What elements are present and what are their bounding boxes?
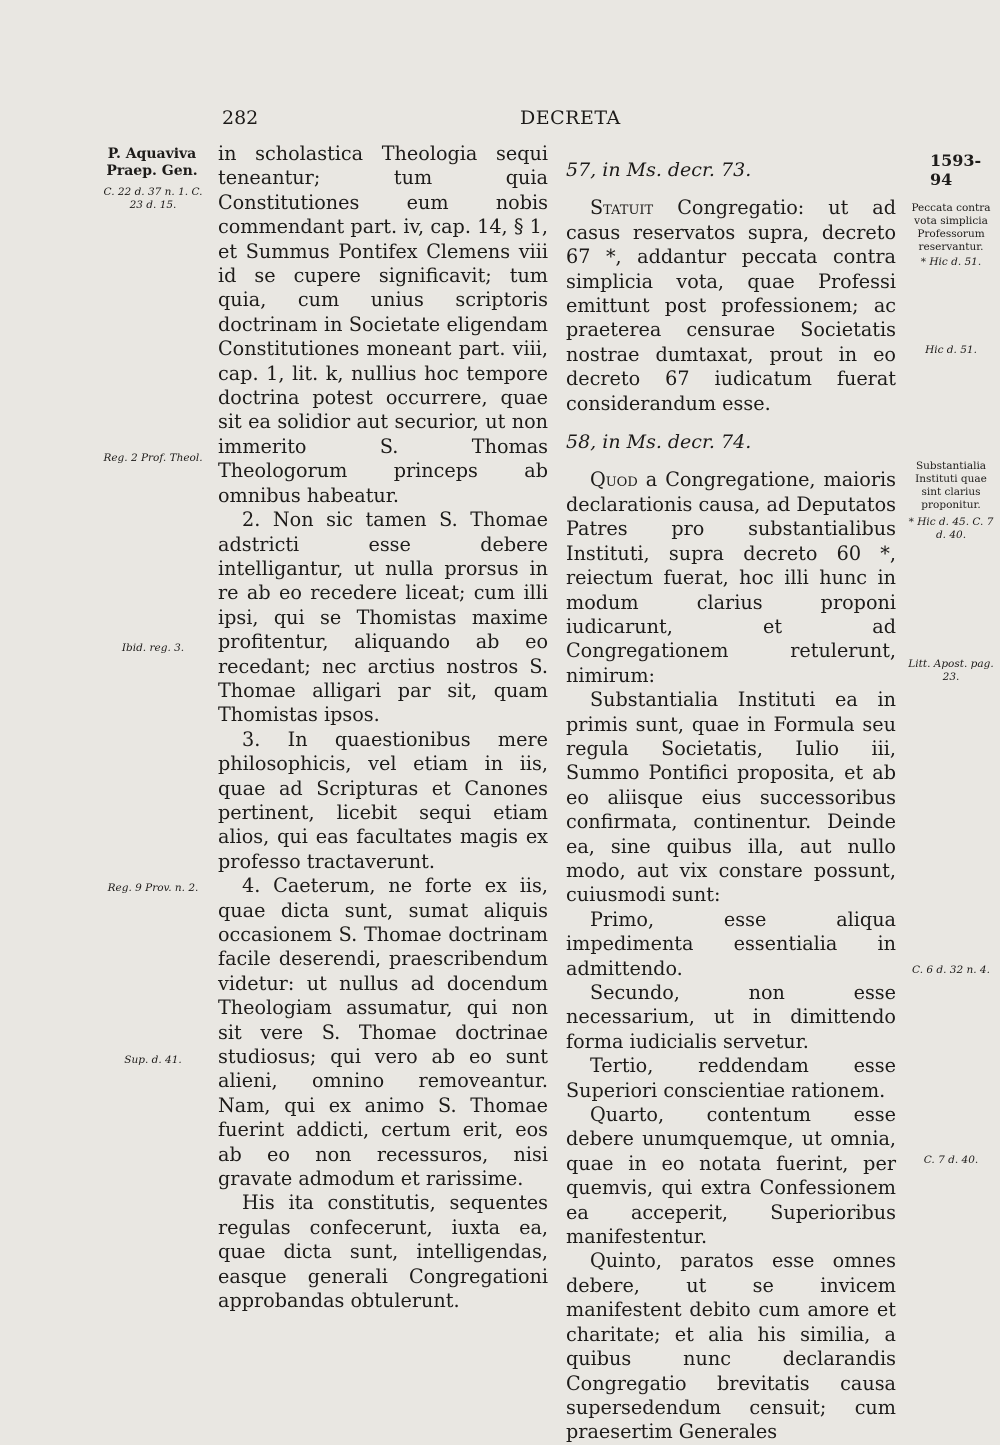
decree-heading: 57, in Ms. decr. 73.: [566, 159, 752, 181]
margin-note-reference: Litt. Apost. pag. 23.: [908, 658, 994, 683]
running-head: DECRETA: [520, 107, 621, 129]
margin-note-summary: Substantialia Instituti quae sint clarius proponitur.: [915, 460, 987, 511]
margin-note-reference: C. 6 d. 32 n. 4.: [912, 964, 990, 976]
paragraph: 3. In quaestionibus mere philosophicis, vel etiam in iis, quae ad Scripturas et Canones pertinent, licebit sequi etiam alios, qui eas facultates magis ex professo tractaverunt.: [218, 727, 548, 873]
margin-note-reference: Reg. 2 Prof. Theol.: [103, 452, 203, 464]
margin-note-summary: Peccata contra vota simplicia Professorum reservantur.: [911, 202, 991, 253]
paragraph-lead-word: Statuit: [590, 196, 654, 220]
margin-note-reference: * Hic d. 45. C. 7 d. 40.: [908, 516, 994, 541]
right-column: [566, 158, 896, 1445]
margin-note-reference: C. 22 d. 37 n. 1. C. 23 d. 15.: [103, 186, 203, 211]
margin-note-reference: * Hic d. 51.: [920, 256, 982, 268]
decree-heading: 58, in Ms. decr. 74.: [566, 431, 752, 454]
date-range: 1593-94: [930, 151, 982, 189]
paragraph: 4. Caeterum, ne forte ex iis, quae dicta sunt, sumat aliquis occasionem S. Thomae doctrinam facile deserendi, praescribendum videtur: ut nullus ad docendum Theologiam assumatur, qui non sit vere S. Thomae doctrinae studiosus; qui vero ab eo sunt alieni, omnino removeantur. Nam, qui ex animo S. Thomae fuerint addicti, certum erit, eos ab eo non recessuros, nisi gravate admodum et rarissime.: [218, 874, 548, 1191]
paragraph: His ita constitutis, sequentes regulas confecerunt, iuxta ea, quae dicta sunt, intelligendas, easque generali Congregationi approbandas obtulerunt.: [218, 1191, 548, 1313]
paragraph: Quod a Congregatione, maioris declarationis causa, ad Deputatos Patres pro substantialibus Instituti, supra decreto 60 *, reiectum fuerat, hoc illi hunc in modum clarius proponi iudicarunt, et ad Congregationem retulerunt, nimirum:: [566, 468, 896, 687]
margin-note-author: P. Aquaviva Praep. Gen.: [106, 146, 198, 179]
paragraph: in scholastica Theologia sequi teneantur; tum quia Constitutiones eum nobis commendant part. iv, cap. 14, § 1, et Summus Pontifex Clemens viii id se cupere significavit; tum quia, cum unius scriptoris doctrinam in Societate eligendam Constitutiones moneant part. viii, cap. 1, lit. k, nullius hoc tempore doctrina potest occurrere, quae sit ea solidior aut securior, ut non immerito S. Thomas Theologorum princeps ab omnibus habeatur.: [218, 142, 548, 507]
margin-note-reference: C. 7 d. 40.: [923, 1154, 979, 1166]
paragraph: Secundo, non esse necessarium, ut in dimittendo forma iudicialis servetur.: [566, 981, 896, 1053]
paragraph: Tertio, reddendam esse Superiori conscientiae rationem.: [566, 1054, 896, 1102]
margin-note-reference: Hic d. 51.: [925, 344, 977, 356]
paragraph: Quarto, contentum esse debere unumquemque, ut omnia, quae in eo notata fuerint, per quemvis, qui extra Confessionem ea acceperit, Superioribus manifestentur.: [566, 1103, 896, 1249]
paragraph: Quinto, paratos esse omnes debere, ut se invicem manifestent debito cum amore et charitate; et alia his similia, a quibus nunc declarandis Congregatio brevitatis causa supersedendum censuit; cum praesertim Generales: [566, 1249, 896, 1444]
paragraph: 2. Non sic tamen S. Thomae adstricti esse debere intelligantur, ut nulla prorsus in re ab eo recedere liceat; cum illi ipsi, qui se Thomistas maxime profitentur, aliquando ab eo recedant; nec arctius nostros S. Thomae alligari par sit, quam Thomistas ipsos.: [218, 508, 548, 727]
margin-note-reference: Reg. 9 Prov. n. 2.: [107, 882, 199, 894]
margin-note-reference: Ibid. reg. 3.: [121, 642, 185, 654]
margin-note-reference: Sup. d. 41.: [124, 1054, 182, 1066]
left-column: [218, 142, 548, 1314]
paragraph-lead-word: Quod: [590, 468, 638, 492]
page-number: 282: [222, 107, 259, 129]
paragraph: Statuit Congregatio: ut ad casus reservatos supra, decreto 67 *, addantur peccata contra simplicia vota, quae Professi emittunt post professionem; ac praeterea censurae Societatis nostrae dumtaxat, prout in eo decreto 67 iudicatum fuerat considerandum esse.: [566, 196, 896, 415]
paragraph: Primo, esse aliqua impedimenta essentialia in admittendo.: [566, 907, 896, 980]
paragraph: Substantialia Instituti ea in primis sunt, quae in Formula seu regula Societatis, Iulio iii, Summo Pontifici proposita, et ab eo aliisque eius successoribus confirmata, continentur. Deinde ea, sine quibus illa, aut nullo modo, aut vix constare possunt, cuiusmodi sunt:: [566, 688, 896, 907]
